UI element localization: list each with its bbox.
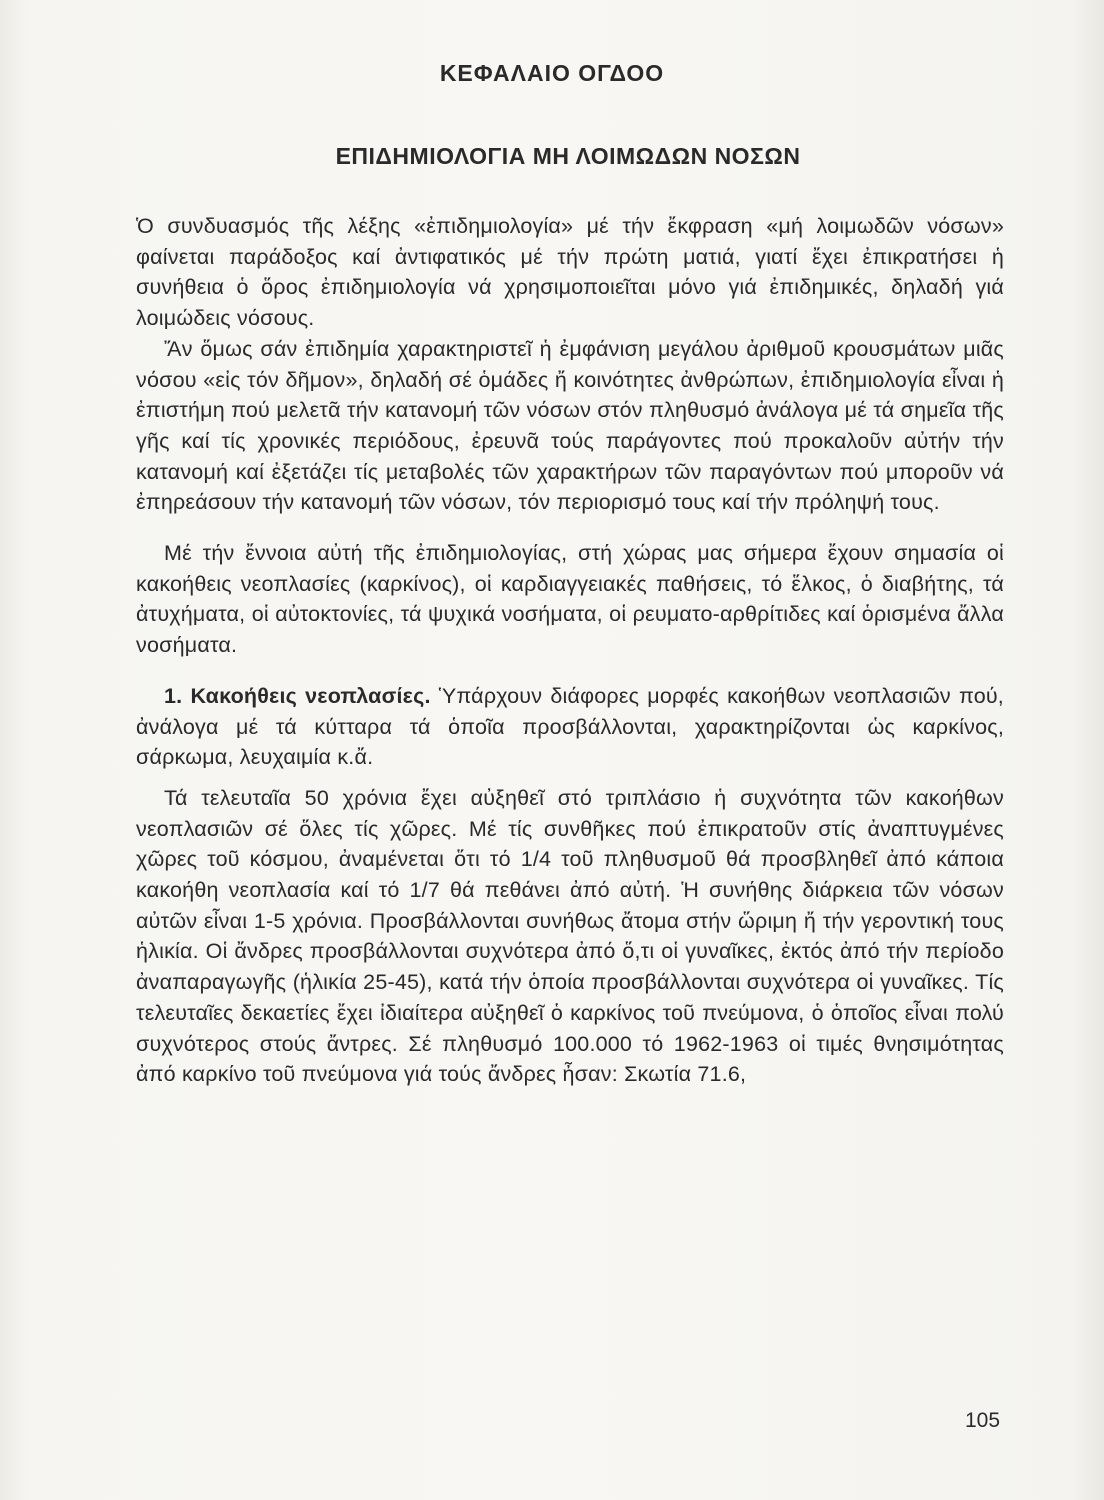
body-text	[136, 211, 1004, 1090]
chapter-title: ΕΠΙΔΗΜΙΟΛΟΓΙΑ ΜΗ ΛΟΙΜΩΔΩΝ ΝΟΣΩΝ	[335, 143, 801, 169]
section-heading-neoplasms: 1. Κακοήθεις νεοπλασίες.	[164, 683, 431, 708]
paragraph-diseases-list: Μέ τήν ἔννοια αὐτή τῆς ἐπιδημιολογίας, στή χώρας μας σήμερα ἔχουν σημασία οἱ κακοήθεις νεοπλασίες (καρκίνος), οἱ καρδιαγγειακές παθήσεις, τό ἕλκος, ὁ διαβήτης, τά ἀτυχήματα, οἱ αὐτοκτονίες, τά ψυχικά νοσήματα, οἱ ρευματο-αρθρίτιδες καί ὁρισμένα ἄλλα νοσήματα.	[136, 541, 1004, 658]
section-text-neoplasms: Ὑπάρχουν διάφορες μορφές κακοήθων νεοπλασιῶν πού, ἀνάλογα μέ τά κύτταρα τά ὁποῖα προσβάλλονται, χαρακτηρίζονται ὡς καρκίνος, σάρκωμα, λευχαιμία κ.ἄ.	[136, 683, 1004, 770]
paragraph-neoplasms-statistics: Τά τελευταῖα 50 χρόνια ἔχει αὐξηθεῖ στό τριπλάσιο ἡ συχνότητα τῶν κακοήθων νεοπλασιῶν σέ ὅλες τίς χῶρες. Μέ τίς συνθῆκες πού ἐπικρατοῦν στίς ἀναπτυγμένες χῶρες τοῦ κόσμου, ἀναμένεται ὅτι τό 1/4 τοῦ πληθυσμοῦ θά προσβληθεῖ ἀπό κάποια κακοήθη νεοπλασία καί τό 1/7 θά πεθάνει ἀπό αὐτή. Ἡ συνήθης διάρκεια τῶν νόσων αὐτῶν εἶναι 1-5 χρόνια. Προσβάλλονται συνήθως ἄτομα στήν ὥριμη ἤ τήν γεροντική τους ἡλικία. Οἱ ἄνδρες προσβάλλονται συχνότερα ἀπό ὅ,τι οἱ γυναῖκες, ἐκτός ἀπό τήν περίοδο ἀναπαραγωγῆς (ἡλικία 25-45), κατά τήν ὁποία προσβάλλονται συχνότερα οἱ γυναῖκες. Τίς τελευταῖες δεκαετίες ἔχει ἰδιαίτερα αὐξηθεῖ ὁ καρκίνος τοῦ πνεύμονα, ὁ ὁποῖος εἶναι πολύ συχνότερος στούς ἄντρες. Σέ πληθυσμό 100.000 τό 1962-1963 οἱ τιμές θνησιμότητας ἀπό καρκίνο τοῦ πνεύμονα γιά τούς ἄνδρες ἦσαν: Σκωτία 71.6,	[136, 785, 1004, 1087]
paragraph-neoplasms-intro	[136, 681, 1004, 773]
page-number: 105	[965, 1409, 1001, 1432]
paragraph-definition: Ἄν ὅμως σάν ἐπιδημία χαρακτηριστεῖ ἡ ἐμφάνιση μεγάλου ἀριθμοῦ κρουσμάτων μιᾶς νόσου «εἰς τόν δῆμον», δηλαδή σέ ὁμάδες ἤ κοινότητες ἀνθρώπων, ἐπιδημιολογία εἶναι ἡ ἐπιστήμη πού μελετᾶ τήν κατανομή τῶν νόσων στόν πληθυσμό ἀνάλογα μέ τά σημεῖα τῆς γῆς καί τίς χρονικές περιόδους, ἐρευνᾶ τούς παράγοντες πού προκαλοῦν αὐτήν τήν κατανομή καί ἐξετάζει τίς μεταβολές τῶν χαρακτήρων τῶν παραγόντων πού μποροῦν νά ἐπηρεάσουν τήν κατανομή τῶν νόσων, τόν περιορισμό τους καί τήν πρόληψή τους.	[136, 336, 1004, 515]
chapter-label: ΚΕΦΑΛΑΙΟ ΟΓΔΟΟ	[439, 60, 665, 86]
paragraph-intro: Ὁ συνδυασμός τῆς λέξης «ἐπιδημιολογία» μέ τήν ἔκφραση «μή λοιμωδῶν νόσων» φαίνεται παράδοξος καί ἀντιφατικός μέ τήν πρώτη ματιά, γιατί ἔχει ἐπικρατήσει ἡ συνήθεια ὁ ὅρος ἐπιδημιολογία νά χρησιμοποιεῖται μόνο γιά ἐπιδημικές, δηλαδή γιά λοιμώδεις νόσους.	[136, 214, 1004, 331]
